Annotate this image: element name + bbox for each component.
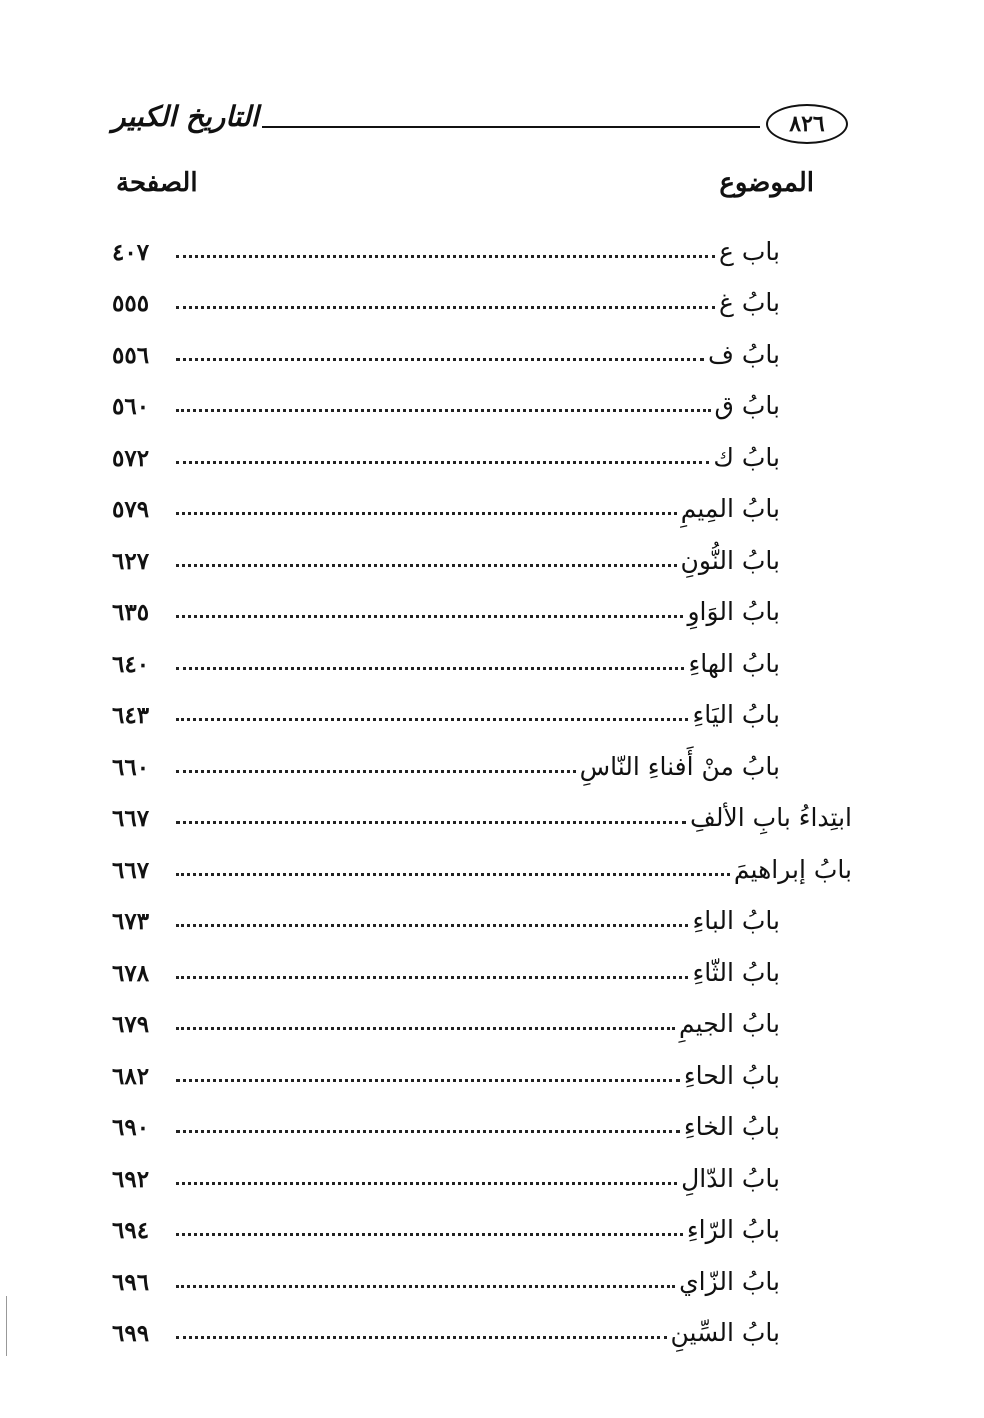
running-header xyxy=(112,100,848,144)
toc-entry xyxy=(112,529,780,581)
toc-entry xyxy=(112,1147,780,1199)
margin-mark xyxy=(6,1296,7,1356)
toc-entry-page: ٥٥٥ xyxy=(112,290,150,317)
toc-entry-title: بابُ الحاءِ xyxy=(683,1060,780,1090)
page-number: ٨٢٦ xyxy=(766,104,848,144)
toc-entry-title: بابُ غ xyxy=(719,288,780,317)
dot-leader xyxy=(176,667,684,670)
toc-entry-page: ٥٧٢ xyxy=(112,444,150,472)
toc-entry-title: بابُ الدّالِ xyxy=(681,1163,780,1193)
dot-leader xyxy=(176,1182,677,1185)
dot-leader xyxy=(176,255,715,258)
toc-entry xyxy=(112,323,780,375)
dot-leader xyxy=(176,1285,675,1288)
toc-entry-page: ٦٧٣ xyxy=(112,908,150,935)
dot-leader xyxy=(176,770,576,773)
toc-entry-title: بابُ الرّاءِ xyxy=(686,1215,780,1244)
toc-entry xyxy=(112,1199,780,1251)
dot-leader xyxy=(176,1130,680,1133)
toc-entry-page: ٦٩٢ xyxy=(112,1165,150,1193)
toc-entry xyxy=(112,838,852,890)
toc-entry-page: ٦٩٩ xyxy=(112,1320,150,1347)
toc-entry-title: بابُ ق xyxy=(714,391,780,420)
toc-entry-title: بابُ الثّاءِ xyxy=(692,957,780,987)
dot-leader xyxy=(176,306,715,309)
dot-leader xyxy=(176,821,686,824)
toc-entry xyxy=(112,478,780,530)
toc-entry xyxy=(112,993,780,1045)
toc-entry-title: بابُ ف xyxy=(708,339,780,369)
column-heading-topic: الموضوع xyxy=(719,168,814,198)
dot-leader xyxy=(176,358,704,361)
header-rule xyxy=(262,126,760,128)
toc-entry xyxy=(112,735,780,787)
toc-entry-title: بابُ الباءِ xyxy=(692,906,780,935)
book-title: التاريخ الكبير xyxy=(112,100,259,133)
toc-entry-page: ٦٧٩ xyxy=(112,1011,150,1038)
toc-entry-title: بابُ منْ أَفناءِ النّاسِ xyxy=(579,751,780,781)
toc-entry-title: بابُ الزّاي xyxy=(679,1266,780,1296)
toc-entry-page: ٦٩٠ xyxy=(112,1114,150,1141)
toc-entry-page: ٥٦٠ xyxy=(112,393,150,420)
toc-entry-page: ٦٦٧ xyxy=(112,805,150,832)
toc-entry-page: ٤٠٧ xyxy=(112,238,150,266)
toc-entry-title: بابُ الجيمِ xyxy=(679,1009,780,1038)
toc-entry-page: ٦٤٠ xyxy=(112,650,150,678)
toc-entry xyxy=(112,272,780,324)
dot-leader xyxy=(176,873,730,876)
toc-entry xyxy=(112,684,780,736)
toc-entry-title: بابُ الوَاوِ xyxy=(687,597,780,626)
toc-entry xyxy=(112,787,852,839)
toc-entry-page: ٦٩٦ xyxy=(112,1268,150,1296)
toc-entry-title: بابُ النُّونِ xyxy=(680,545,780,575)
dot-leader xyxy=(176,409,711,412)
toc-entry xyxy=(112,941,780,993)
toc-entry-page: ٦٣٥ xyxy=(112,599,150,626)
toc-entry-page: ٦٢٧ xyxy=(112,547,150,575)
dot-leader xyxy=(176,924,688,927)
toc-entry-page: ٥٧٩ xyxy=(112,496,150,523)
toc-entry xyxy=(112,1044,780,1096)
toc-entry xyxy=(112,1250,780,1302)
dot-leader xyxy=(176,1079,680,1082)
toc-entry-page: ٦٩٤ xyxy=(112,1217,150,1244)
toc-entry xyxy=(112,581,780,633)
toc-entry-page: ٥٥٦ xyxy=(112,341,150,369)
toc-entry-title: ابتِداءُ بابِ الألفِ xyxy=(690,803,852,832)
toc-entry-page: ٦٨٢ xyxy=(112,1062,150,1090)
toc-entry xyxy=(112,890,780,942)
dot-leader xyxy=(176,564,677,567)
toc-entry-title: بابُ المِيمِ xyxy=(680,494,780,523)
toc-entry-title: بابُ السِّينِ xyxy=(670,1318,780,1347)
toc-entry-page: ٦٤٣ xyxy=(112,702,150,729)
toc-entry xyxy=(112,1302,780,1354)
dot-leader xyxy=(176,1027,675,1030)
toc-entry-title: بابُ إبراهيمَ xyxy=(733,854,852,884)
toc-entry-page: ٦٦٧ xyxy=(112,856,150,884)
toc-entry xyxy=(112,426,780,478)
toc-entry-page: ٦٧٨ xyxy=(112,959,150,987)
toc-entry-title: بابُ ك xyxy=(713,442,780,472)
toc-entry xyxy=(112,632,780,684)
toc-entry-title: بابُ الخاءِ xyxy=(683,1112,780,1141)
toc-entry-title: باب ع xyxy=(719,236,780,266)
toc-entry xyxy=(112,1096,780,1148)
toc-entry xyxy=(112,220,780,272)
toc-entry xyxy=(112,375,780,427)
toc-entry-page: ٦٦٠ xyxy=(112,753,150,781)
toc-list xyxy=(112,220,852,1353)
dot-leader xyxy=(176,1336,667,1339)
dot-leader xyxy=(176,718,688,721)
dot-leader xyxy=(176,976,688,979)
dot-leader xyxy=(176,512,677,515)
dot-leader xyxy=(176,615,683,618)
toc-entry-title: بابُ الهاءِ xyxy=(688,648,780,678)
dot-leader xyxy=(176,1233,683,1236)
dot-leader xyxy=(176,461,709,464)
column-heading-page: الصفحة xyxy=(116,168,198,198)
toc-entry-title: بابُ اليَاءِ xyxy=(692,700,780,729)
